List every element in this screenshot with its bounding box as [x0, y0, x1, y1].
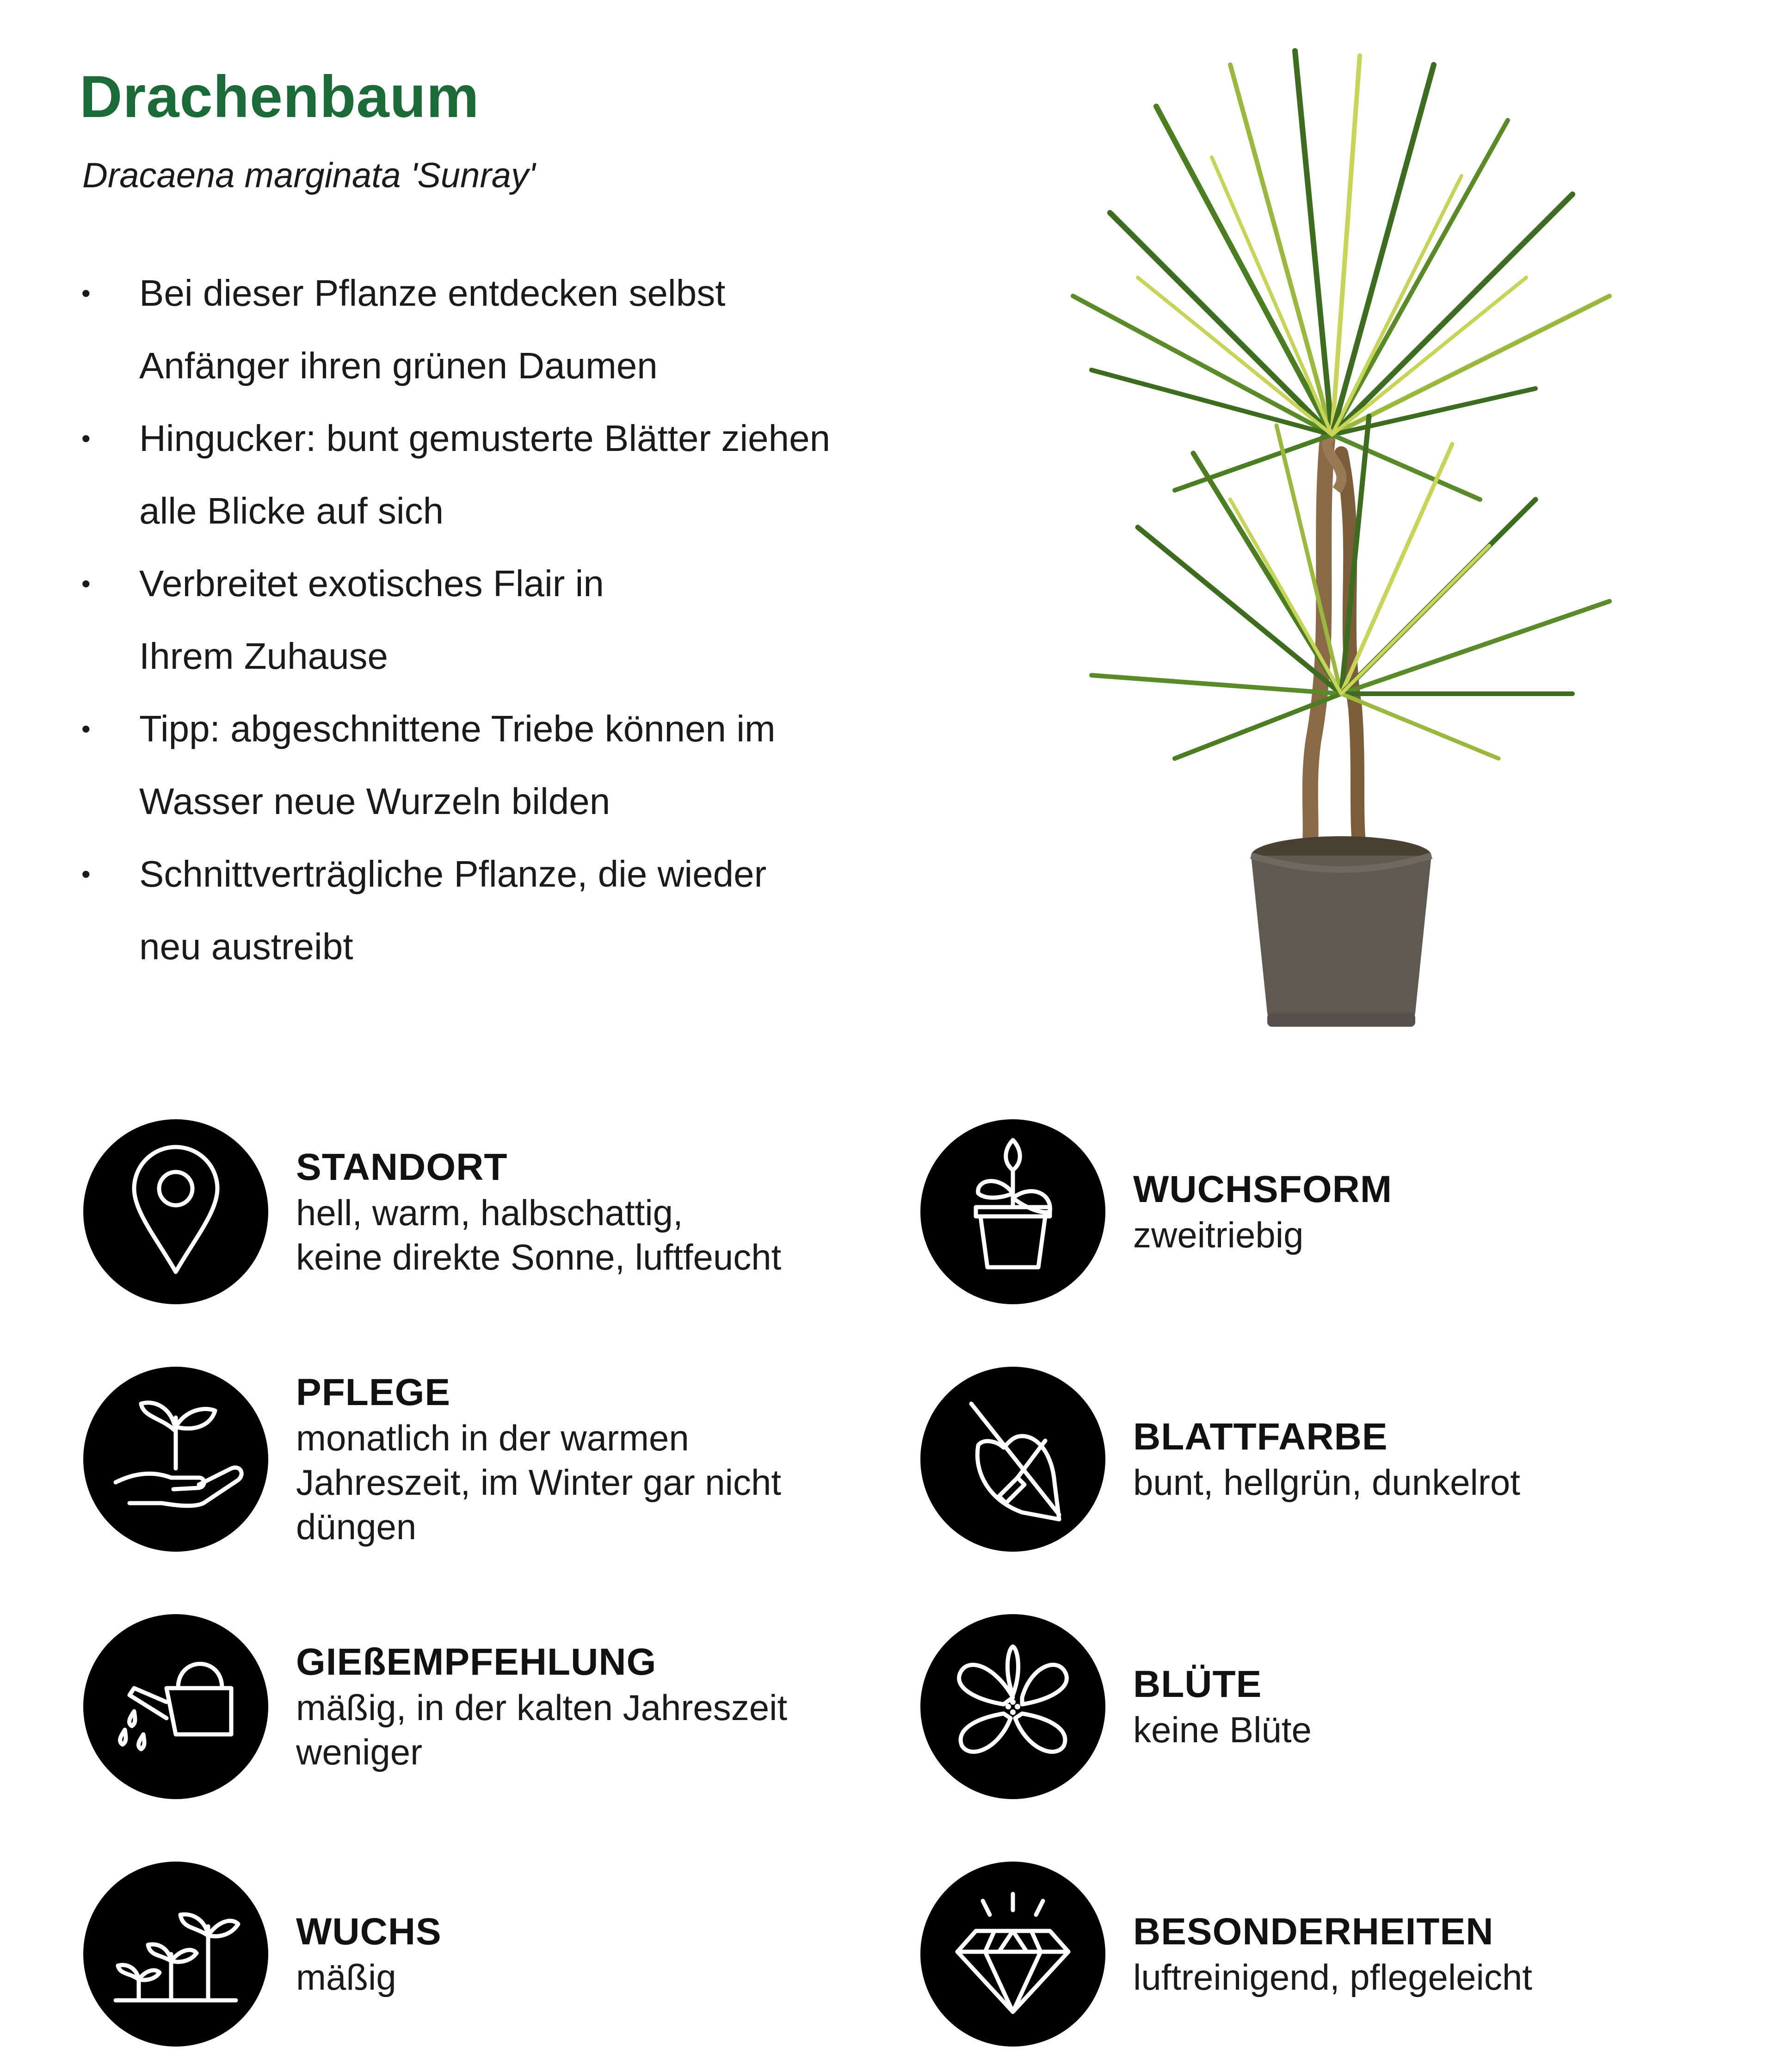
bullet-item: • Verbreitet exotisches Flair in Ihrem Zuhause: [81, 547, 960, 692]
product-title: Drachenbaum: [80, 64, 480, 130]
feature-description: zweitriebig: [1133, 1215, 1304, 1255]
flower-icon: [920, 1614, 1105, 1799]
feature-heading: BESONDERHEITEN: [1133, 1911, 1494, 1953]
bullet-item: • Schnittverträgliche Pflanze, die wieder neu austreibt: [81, 838, 960, 983]
feature-besonderheiten: [920, 1862, 1744, 2047]
feature-description: mäßig: [296, 1957, 396, 1998]
feature-description: monatlich in der warmen Jahreszeit, im Winter gar nicht düngen: [296, 1418, 782, 1547]
diamond-icon: [920, 1862, 1105, 2047]
feature-heading: STANDORT: [296, 1146, 508, 1188]
feature-description: keine Blüte: [1133, 1709, 1312, 1750]
leaf-brush-icon: [920, 1367, 1105, 1552]
bullet-item: • Tipp: abgeschnittene Triebe können im Wasser neue Wurzeln bilden: [81, 692, 960, 838]
feature-standort: [83, 1119, 906, 1304]
feature-wuchsform: [920, 1119, 1744, 1304]
feature-heading: GIEßEMPFEHLUNG: [296, 1641, 657, 1683]
feature-pflege: [83, 1367, 906, 1552]
growing-sprouts-icon: [83, 1862, 268, 2047]
feature-giessempfehlung: [83, 1614, 906, 1799]
feature-bluete: [920, 1614, 1744, 1799]
feature-bullet-list: [81, 257, 960, 983]
watering-can-icon: [83, 1614, 268, 1799]
feature-description: bunt, hellgrün, dunkelrot: [1133, 1462, 1520, 1503]
bullet-item: • Bei dieser Pflanze entdecken selbst Anfänger ihren grünen Daumen: [81, 257, 960, 402]
feature-heading: WUCHS: [296, 1911, 442, 1953]
feature-heading: PFLEGE: [296, 1371, 451, 1413]
feature-heading: BLÜTE: [1133, 1663, 1262, 1705]
feature-heading: BLATTFARBE: [1133, 1416, 1388, 1458]
hand-sprout-icon: [83, 1367, 268, 1552]
dracaena-plant-image: [1036, 37, 1656, 1036]
bullet-item: • Hingucker: bunt gemusterte Blätter ziehen alle Blicke auf sich: [81, 402, 960, 547]
feature-description: hell, warm, halbschattig, keine direkte Sonne, luftfeucht: [296, 1192, 782, 1277]
feature-wuchs: [83, 1862, 906, 2047]
botanical-name: Dracaena marginata 'Sunray': [82, 156, 536, 195]
location-pin-icon: [83, 1119, 268, 1304]
feature-description: mäßig, in der kalten Jahreszeit weniger: [296, 1687, 788, 1772]
feature-heading: WUCHSFORM: [1133, 1168, 1393, 1210]
feature-blattfarbe: [920, 1367, 1744, 1552]
feature-description: luftreinigend, pflegeleicht: [1133, 1957, 1532, 1998]
potted-plant-icon: [920, 1119, 1105, 1304]
